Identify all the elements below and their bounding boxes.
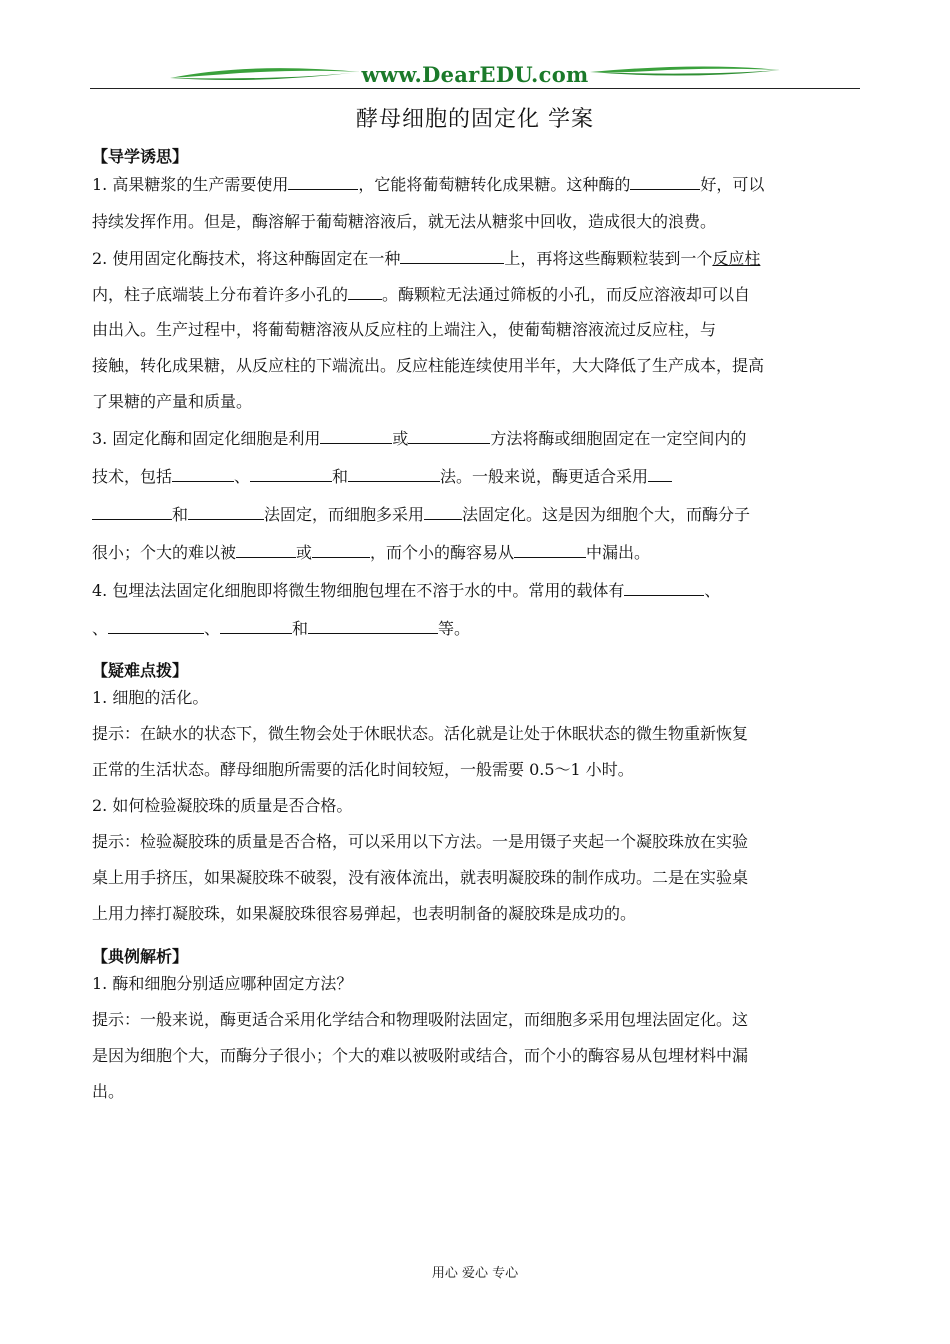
site-header	[90, 58, 860, 92]
section-heading: 【导学诱思】	[92, 147, 189, 166]
text-run: 很小；个大的难以被	[92, 543, 237, 562]
difficulty-2-hint-line-1: 提示：检验凝胶珠的质量是否合格，可以采用以下方法。一是用镊子夹起一个凝胶珠放在实验	[92, 832, 749, 851]
fill-blank	[308, 618, 438, 634]
text-run: 好，可以	[700, 175, 765, 194]
fill-blank	[92, 504, 172, 520]
text-run: 、	[204, 619, 221, 638]
question-4-line-2	[92, 618, 860, 654]
difficulty-2-hint-line-3: 上用力摔打凝胶珠，如果凝胶珠很容易弹起，也表明制备的凝胶珠是成功的。	[92, 904, 637, 923]
fill-blank	[288, 174, 358, 190]
text-run: 2. 使用固定化酶技术，将这种酶固定在一种	[92, 249, 401, 268]
text-run: 1. 高果糖浆的生产需要使用	[92, 175, 289, 194]
fill-blank	[514, 542, 586, 558]
text-run: ，而个小的酶容易从	[370, 543, 515, 562]
fill-blank	[220, 618, 292, 634]
fill-blank	[172, 466, 234, 482]
text-run: 内，柱子底端装上分布着许多小孔的	[92, 285, 349, 304]
text-run: 中漏出。	[586, 543, 651, 562]
fill-blank	[648, 466, 672, 482]
text-run: 、	[234, 467, 251, 486]
difficulty-1-title: 1. 细胞的活化。	[92, 688, 209, 707]
question-2-line-2	[92, 284, 860, 320]
text-run: 技术，包括	[92, 467, 173, 486]
fill-blank	[188, 504, 264, 520]
question-3-line-4	[92, 542, 860, 580]
text-run: ，它能将葡萄糖转化成果糖。这种酶的	[358, 175, 631, 194]
difficulty-2-hint-line-2: 桌上用手挤压，如果凝胶珠不破裂，没有液体流出，就表明凝胶珠的制作成功。二是在实验桌	[92, 868, 749, 887]
underlined-term: 反应柱	[712, 249, 761, 268]
difficulty-2-title: 2. 如何检验凝胶珠的质量是否合格。	[92, 796, 353, 815]
document-body	[92, 140, 860, 1118]
text-run: 。酶颗粒无法通过筛板的小孔，而反应溶液却可以自	[382, 285, 751, 304]
section-heading: 【疑难点拨】	[92, 661, 189, 680]
text-run: 法。一般来说，酶更适合采用	[440, 467, 649, 486]
fill-blank	[630, 174, 700, 190]
difficulty-1-hint-line-1: 提示：在缺水的状态下，微生物会处于休眠状态。活化就是让处于休眠状态的微生物重新恢复	[92, 724, 749, 743]
text-run: 方法将酶或细胞固定在一定空间内的	[490, 429, 747, 448]
question-3-line-3	[92, 504, 860, 542]
question-2-line-3: 由出入。生产过程中，将葡萄糖溶液从反应柱的上端注入，使葡萄糖溶液流过反应柱，与	[92, 320, 717, 339]
fill-blank	[424, 504, 462, 520]
example-1-hint-line-2: 是因为细胞个大，而酶分子很小；个大的难以被吸附或结合，而个小的酶容易从包埋材料中漏	[92, 1046, 749, 1065]
example-1-hint-line-3: 出。	[92, 1082, 125, 1101]
difficulty-1-hint-line-2: 正常的生活状态。酵母细胞所需要的活化时间较短，一般需要 0.5～1 小时。	[92, 760, 634, 779]
question-3-line-2	[92, 466, 860, 504]
example-1-title: 1. 酶和细胞分别适应哪种固定方法？	[92, 974, 353, 993]
fill-blank	[108, 618, 204, 634]
question-4-line-1	[92, 580, 860, 618]
text-run: 和	[332, 467, 349, 486]
question-2-line-4: 接触，转化成果糖，从反应柱的下端流出。反应柱能连续使用半年，大大降低了生产成本，提高	[92, 356, 765, 375]
fill-blank	[624, 580, 704, 596]
page-footer: 用心 爱心 专心	[431, 1266, 519, 1281]
question-3-line-1	[92, 428, 860, 466]
text-run: 上，再将这些酶颗粒装到一个	[504, 249, 713, 268]
question-2-line-1	[92, 248, 860, 284]
fill-blank	[408, 428, 490, 444]
question-1-line-1	[92, 174, 860, 212]
fill-blank	[320, 428, 392, 444]
text-run: 等。	[438, 619, 471, 638]
text-run: 或	[296, 543, 313, 562]
page-title: 酵母细胞的固定化 学案	[356, 107, 594, 132]
text-run: 和	[292, 619, 309, 638]
fill-blank	[348, 466, 440, 482]
text-run: 和	[172, 505, 189, 524]
text-run: 3. 固定化酶和固定化细胞是利用	[92, 429, 321, 448]
text-run: 、	[92, 619, 109, 638]
text-run: 、	[704, 581, 721, 600]
fill-blank	[236, 542, 296, 558]
text-run: 法固定化。这是因为细胞个大，而酶分子	[462, 505, 751, 524]
fill-blank	[312, 542, 370, 558]
text-run: 4. 包埋法法固定化细胞即将微生物细胞包埋在不溶于水的中。常用的载体有	[92, 581, 625, 600]
fill-blank	[250, 466, 332, 482]
question-1-line-2: 持续发挥作用。但是，酶溶解于葡萄糖溶液后，就无法从糖浆中回收，造成很大的浪费。	[92, 212, 717, 231]
example-1-hint-line-1: 提示：一般来说，酶更适合采用化学结合和物理吸附法固定，而细胞多采用包埋法固定化。这	[92, 1010, 749, 1029]
fill-blank	[400, 248, 504, 264]
fill-blank	[348, 284, 382, 300]
site-logo[interactable]: www.DearEDU.com	[361, 62, 589, 87]
text-run: 法固定，而细胞多采用	[264, 505, 425, 524]
text-run: 或	[392, 429, 409, 448]
section-heading: 【典例解析】	[92, 947, 189, 966]
header-divider	[90, 88, 860, 89]
question-2-line-5: 了果糖的产量和质量。	[92, 392, 253, 411]
